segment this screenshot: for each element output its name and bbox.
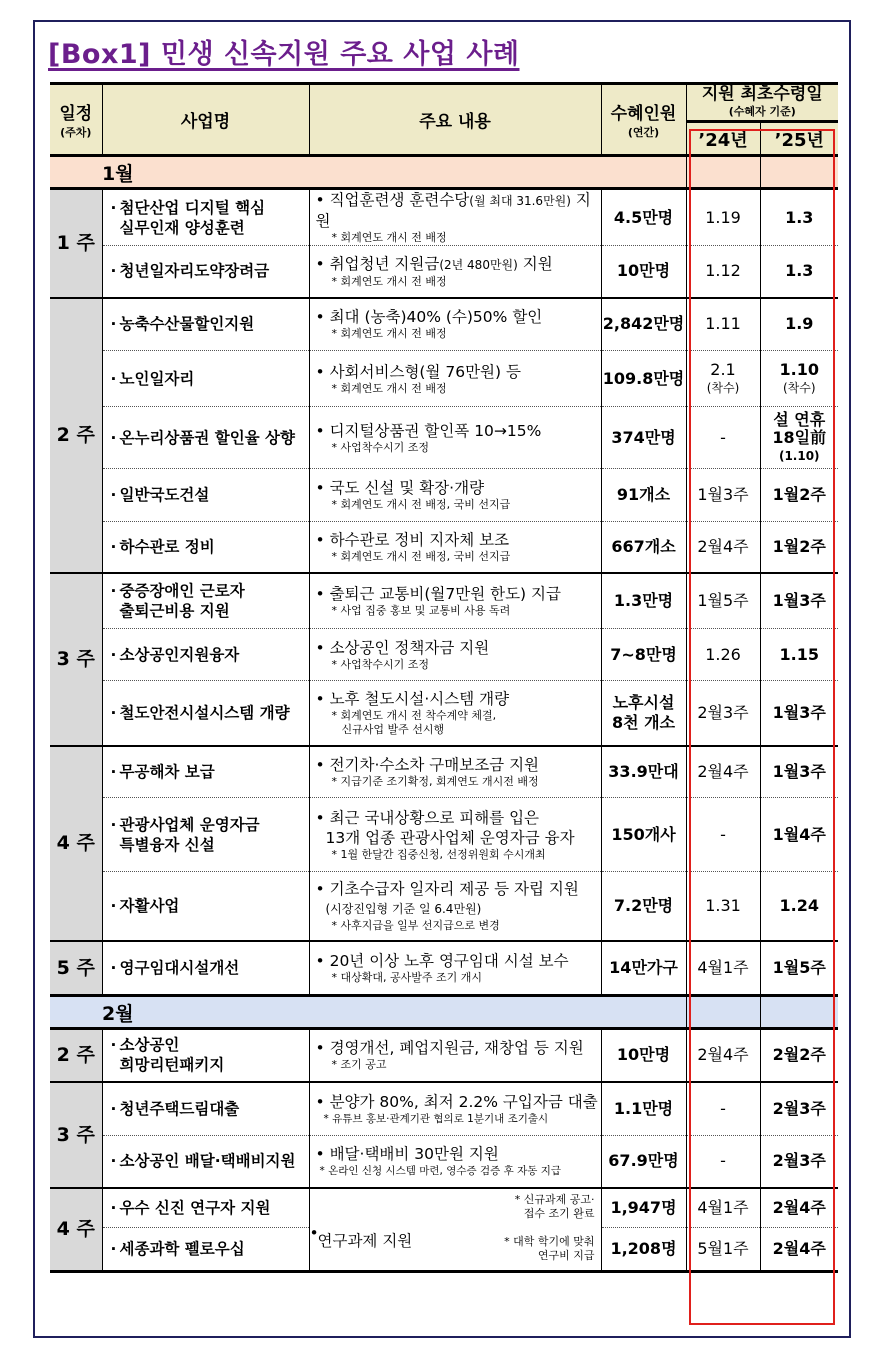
week-label: 1 주	[50, 189, 102, 298]
table-row: · 하수관로 정비 • 하수관로 정비 지자체 보조 * 회계연도 개시 전 배정, 국비 선지급 667개소 2월4주 1월2주	[50, 522, 838, 573]
table-row: 4 주 · 우수 신진 연구자 지원 연구과제 지원 • * 신규과제 공고· 접수 조기 완료 * 대학 학기에 맞춰 연구비 지급 1,947명 4월1주 2월4주	[50, 1188, 838, 1228]
receipt-2024: 1월5주	[686, 573, 760, 629]
receipt-2024: 2.1 (착수)	[686, 351, 760, 407]
receipt-2024: 4월1주	[686, 1188, 760, 1228]
beneficiary-count: 4.5만명	[601, 189, 686, 246]
receipt-2024: 1.26	[686, 629, 760, 681]
month-february-row	[50, 996, 838, 1029]
month-january-row	[50, 156, 838, 189]
beneficiary-count: 노후시설 8천 개소	[601, 681, 686, 746]
beneficiary-count: 1,208명	[601, 1228, 686, 1272]
month-january-label: 1월	[102, 156, 686, 189]
table-row: 4 주 · 무공해차 보급 • 전기차·수소차 구매보조금 지원 * 지급기준 조기확정, 회계연도 개시전 배정 33.9만대 2월4주 1월3주	[50, 746, 838, 798]
beneficiary-count: 33.9만대	[601, 746, 686, 798]
receipt-2024: 1월3주	[686, 469, 760, 522]
beneficiary-count: 14만가구	[601, 941, 686, 996]
project-name: 무공해차 보급	[119, 762, 215, 781]
header-2024: ’24년	[686, 122, 760, 156]
table-row: · 관광사업체 운영자금 특별융자 신설 • 최근 국내상황으로 피해를 입은 13개 업종 관광사업체 운영자금 융자 * 1월 한달간 집중신청, 선정위원회 수시개최 150개사 - 1월4주	[50, 798, 838, 872]
receipt-2024: 2월4주	[686, 746, 760, 798]
beneficiary-count: 667개소	[601, 522, 686, 573]
project-name: 농축수산물할인지원	[119, 315, 255, 334]
table-row: 5 주 · 영구임대시설개선 • 20년 이상 노후 영구임대 시설 보수 * 대상확대, 공사발주 조기 개시 14만가구 4월1주 1월5주	[50, 941, 838, 996]
project-name: 자활사업	[119, 896, 180, 915]
receipt-2025: 1.24	[760, 872, 838, 941]
table-row: 3 주 · 청년주택드림대출 • 분양가 80%, 최저 2.2% 구입자금 대출 * 유튜브 홍보·관계기관 협의로 1분기내 조기출시 1.1만명 - 2월3주	[50, 1082, 838, 1136]
receipt-2024: 1.12	[686, 246, 760, 298]
receipt-2024: 1.31	[686, 872, 760, 941]
receipt-2024: 2월4주	[686, 522, 760, 573]
receipt-2025: 2월2주	[760, 1029, 838, 1082]
project-name: 청년일자리도약장려금	[119, 262, 270, 281]
header-content: 주요 내용	[309, 84, 601, 156]
week-label: 3 주	[50, 573, 102, 746]
project-name: 첨단산업 디지털 핵심	[119, 198, 266, 217]
receipt-2024: 1.11	[686, 298, 760, 351]
month-february-label: 2월	[102, 996, 686, 1029]
week-label: 4 주	[50, 746, 102, 941]
project-name: 소상공인	[119, 1036, 180, 1055]
beneficiary-count: 1.3만명	[601, 573, 686, 629]
receipt-2024: -	[686, 1136, 760, 1188]
support-table	[50, 82, 838, 1273]
header-project: 사업명	[102, 84, 309, 156]
table-row: · 소상공인지원융자 • 소상공인 정책자금 지원 * 사업착수시기 조정 7~8만명 1.26 1.15	[50, 629, 838, 681]
receipt-2025: 2월4주	[760, 1228, 838, 1272]
receipt-2025: 1월4주	[760, 798, 838, 872]
header-first-receipt: 지원 최초수령일 (수혜자 기준)	[686, 84, 838, 122]
project-name: 세종과학 펠로우십	[119, 1240, 245, 1258]
receipt-2025: 1.3	[760, 189, 838, 246]
table-row: · 세종과학 펠로우십 1,208명 5월1주 2월4주	[50, 1228, 838, 1272]
table-row: 2 주 · 소상공인 희망리턴패키지 • 경영개선, 폐업지원금, 재창업 등 지원 * 조기 공고 10만명 2월4주 2월2주	[50, 1029, 838, 1082]
beneficiary-count: 2,842만명	[601, 298, 686, 351]
receipt-2025: 1월3주	[760, 746, 838, 798]
table-row: · 소상공인 배달·택배비지원 • 배달·택배비 30만원 지원 * 온라인 신청 시스템 마련, 영수증 검증 후 자동 지급 67.9만명 - 2월3주	[50, 1136, 838, 1188]
receipt-2024: 2월4주	[686, 1029, 760, 1082]
receipt-2025: 설 연휴 18일前 (1.10)	[760, 407, 838, 469]
receipt-2025: 1월3주	[760, 573, 838, 629]
table-row: · 철도안전시설시스템 개량 • 노후 철도시설·시스템 개량 * 회계연도 개시 전 착수계약 체결, 신규사업 발주 선시행 노후시설 8천 개소 2월3주 1월3주	[50, 681, 838, 746]
receipt-2025: 1월5주	[772, 957, 826, 977]
week-label: 4 주	[50, 1188, 102, 1272]
receipt-2025: 2월4주	[760, 1188, 838, 1228]
header-2025: ’25년	[760, 122, 838, 156]
receipt-2024: 5월1주	[686, 1228, 760, 1272]
week-label: 2 주	[50, 1029, 102, 1082]
receipt-2024: 2월3주	[686, 681, 760, 746]
receipt-2025: 1월3주	[760, 681, 838, 746]
project-name: 중증장애인 근로자	[119, 581, 245, 600]
receipt-2025: 1.3	[760, 246, 838, 298]
beneficiary-count: 91개소	[601, 469, 686, 522]
project-name: 관광사업체 운영자금	[119, 815, 260, 834]
table-row: · 온누리상품권 할인율 상향 • 디지털상품권 할인폭 10→15% * 사업착수시기 조정 374만명 - 설 연휴 18일前 (1.10)	[50, 407, 838, 469]
project-name: 영구임대시설개선	[119, 958, 240, 977]
beneficiary-count: 10만명	[601, 1029, 686, 1082]
beneficiary-count: 150개사	[601, 798, 686, 872]
receipt-2025: 2월3주	[760, 1082, 838, 1136]
header-beneficiaries: 수혜인원 (연간)	[601, 84, 686, 156]
receipt-2024: -	[686, 1082, 760, 1136]
project-name: 소상공인지원융자	[119, 645, 240, 664]
beneficiary-count: 374만명	[601, 407, 686, 469]
header-schedule: 일정 (주차)	[50, 84, 102, 156]
project-name: 우수 신진 연구자 지원	[119, 1198, 271, 1217]
receipt-2025: 1.15	[760, 629, 838, 681]
beneficiary-count: 109.8만명	[601, 351, 686, 407]
receipt-2025: 1월2주	[760, 522, 838, 573]
receipt-2024: -	[686, 798, 760, 872]
beneficiary-count: 1,947명	[601, 1188, 686, 1228]
beneficiary-count: 67.9만명	[601, 1136, 686, 1188]
receipt-2025: 1월2주	[760, 469, 838, 522]
project-name: 일반국도건설	[119, 486, 210, 504]
receipt-2024: 4월1주	[686, 941, 760, 996]
receipt-2025: 1.10 (착수)	[760, 351, 838, 407]
project-name: 철도안전시설시스템 개량	[119, 703, 290, 722]
table-row: 2 주 · 농축수산물할인지원 • 최대 (농축)40% (수)50% 할인 * 회계연도 개시 전 배정 2,842만명 1.11 1.9	[50, 298, 838, 351]
page-title: [Box1] 민생 신속지원 주요 사업 사례	[48, 39, 520, 70]
receipt-2025: 1.9	[760, 298, 838, 351]
beneficiary-count: 7.2만명	[601, 872, 686, 941]
receipt-2025: 2월3주	[760, 1136, 838, 1188]
project-name: 청년주택드림대출	[119, 1099, 240, 1118]
beneficiary-count: 7~8만명	[601, 629, 686, 681]
week-label: 5 주	[50, 941, 102, 996]
week-label: 3 주	[50, 1082, 102, 1188]
table-row: · 청년일자리도약장려금 • 취업청년 지원금(2년 480만원) 지원 * 회계연도 개시 전 배정 10만명 1.12 1.3	[50, 246, 838, 298]
project-name: 소상공인 배달·택배비지원	[119, 1152, 296, 1171]
table-row: 1 주 · 첨단산업 디지털 핵심 실무인재 양성훈련 • 직업훈련생 훈련수당(월 최대 31.6만원) 지원 * 회계연도 개시 전 배정 4.5만명 1.19 1.3	[50, 189, 838, 246]
receipt-2024: -	[686, 407, 760, 469]
project-name: 온누리상품권 할인율 상향	[119, 428, 295, 447]
table-row: · 일반국도건설 • 국도 신설 및 확장·개량 * 회계연도 개시 전 배정, 국비 선지급 91개소 1월3주 1월2주	[50, 469, 838, 522]
project-name: 하수관로 정비	[119, 537, 215, 556]
table-row: · 자활사업 • 기초수급자 일자리 제공 등 자립 지원 (시장진입형 기준 일 6.4만원) * 사후지급을 일부 선지급으로 변경 7.2만명 1.31 1.24	[50, 872, 838, 941]
beneficiary-count: 1.1만명	[601, 1082, 686, 1136]
table-row: 3 주 · 중증장애인 근로자 출퇴근비용 지원 • 출퇴근 교통비(월7만원 한도) 지급 * 사업 집중 홍보 및 교통비 사용 독려 1.3만명 1월5주 1월3주	[50, 573, 838, 629]
week-label: 2 주	[50, 298, 102, 573]
receipt-2024: 1.19	[686, 189, 760, 246]
beneficiary-count: 10만명	[601, 246, 686, 298]
table-row: · 노인일자리 • 사회서비스형(월 76만원) 등 * 회계연도 개시 전 배정 109.8만명 2.1 (착수) 1.10 (착수)	[50, 351, 838, 407]
project-name: 노인일자리	[119, 369, 195, 388]
